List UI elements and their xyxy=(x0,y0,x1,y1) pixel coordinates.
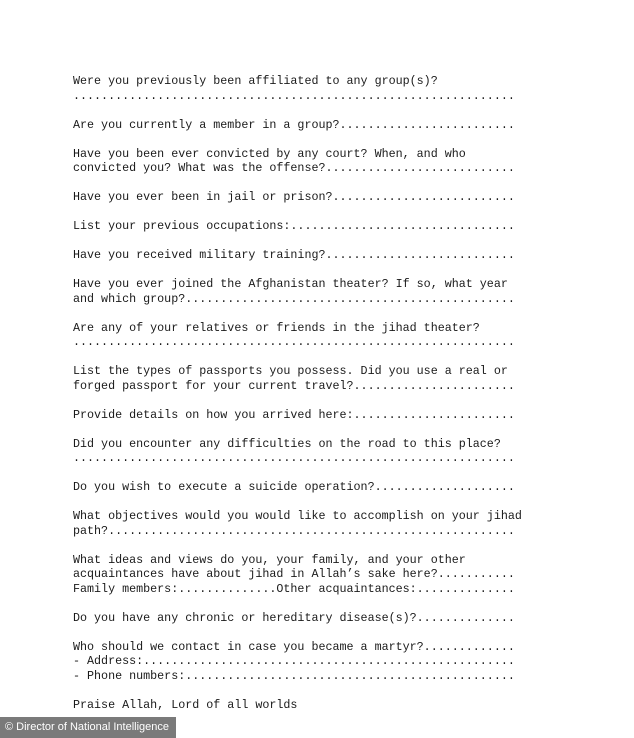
question-text: Do you have any chronic or hereditary disease(s)?.............. xyxy=(73,610,515,625)
address-field-line: - Address:..................................................... xyxy=(73,654,515,668)
question-group-membership xyxy=(73,118,522,133)
question-disease xyxy=(73,611,522,626)
question-jail xyxy=(73,190,522,205)
question-occupations xyxy=(73,219,522,234)
question-text: Are any of your relatives or friends in the jihad theater? xyxy=(73,320,480,335)
question-conviction xyxy=(73,147,522,176)
question-views xyxy=(73,553,522,597)
question-text: path?.......................................................... xyxy=(73,523,515,538)
question-text: Have you received military training?........................... xyxy=(73,248,515,262)
question-contact xyxy=(73,640,522,684)
question-military-training xyxy=(73,248,522,263)
answer-dotted-line: ............................................................... xyxy=(73,335,515,349)
question-text: Provide details on how you arrived here:....................... xyxy=(73,407,515,422)
question-text: Did you encounter any difficulties on the road to this place? xyxy=(73,436,501,451)
question-passports xyxy=(73,364,522,393)
question-text: List the types of passports you possess. Did you use a real or xyxy=(73,364,508,378)
questionnaire-form xyxy=(73,74,522,727)
question-text: What objectives would you would like to accomplish on your jihad xyxy=(73,509,522,523)
question-text: acquaintances have about jihad in Allah’s sake here?........... xyxy=(73,567,515,581)
question-text: Who should we contact in case you became a martyr?............. xyxy=(73,639,515,654)
question-operation xyxy=(73,480,522,495)
question-text: Were you previously been affiliated to any group(s)? xyxy=(73,74,438,88)
answer-dotted-line: ............................................................... xyxy=(73,451,515,465)
question-objectives xyxy=(73,509,522,538)
question-text: Have you ever joined the Afghanistan theater? If so, what year xyxy=(73,277,508,291)
phone-field-line: - Phone numbers:............................................... xyxy=(73,668,515,683)
question-difficulties xyxy=(73,437,522,466)
closing-block xyxy=(73,698,522,713)
question-arrival xyxy=(73,408,522,423)
question-text: forged passport for your current travel?....................... xyxy=(73,378,515,393)
question-text: Have you been ever convicted by any court? When, and who xyxy=(73,146,466,161)
question-text: convicted you? What was the offense?........................... xyxy=(73,161,515,175)
question-text: What ideas and views do you, your family, and your other xyxy=(73,552,466,567)
image-credit: © Director of National Intelligence xyxy=(0,717,176,738)
closing-text: Praise Allah, Lord of all worlds xyxy=(73,697,298,712)
question-text: Are you currently a member in a group?......................... xyxy=(73,117,515,132)
question-group-affiliation xyxy=(73,74,522,103)
question-text: and which group?............................................... xyxy=(73,291,515,306)
question-relatives xyxy=(73,321,522,350)
answer-fields-line: Family members:..............Other acquaintances:.............. xyxy=(73,581,515,596)
question-text: List your previous occupations:................................ xyxy=(73,219,515,233)
question-text: Do you wish to execute a suicide operation?.................... xyxy=(73,480,515,494)
question-text: Have you ever been in jail or prison?.......................... xyxy=(73,190,515,204)
question-afghanistan xyxy=(73,277,522,306)
answer-dotted-line: ............................................................... xyxy=(73,88,515,103)
